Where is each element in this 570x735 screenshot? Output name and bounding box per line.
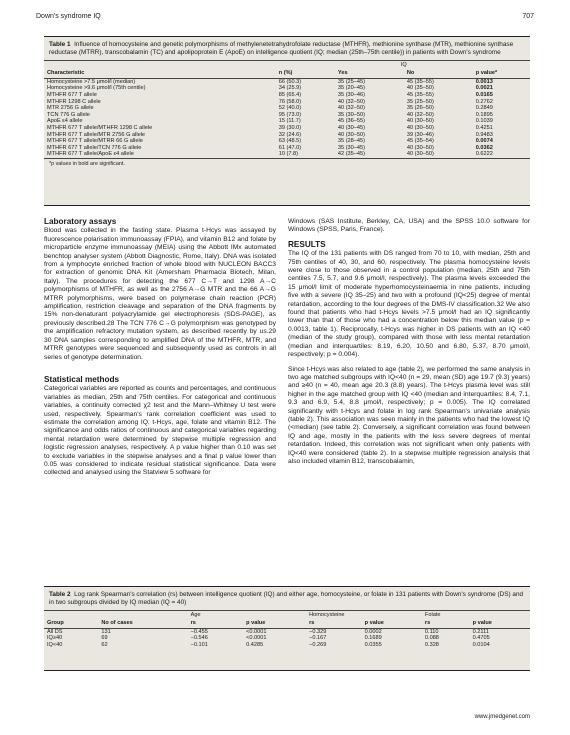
table-1-cell-n: 32 (24.6) — [278, 131, 302, 138]
table-1-column-header: p value* — [475, 70, 498, 77]
table-1-cell-yes: 35 (30–45) — [337, 144, 365, 151]
table-1-cell-n: 52 (40.0) — [278, 105, 302, 112]
table-1-column-header: Characteristic — [47, 70, 85, 77]
table-1-cell-yes: 45 (36–55) — [337, 118, 365, 125]
table-1-cell-c: TCN 776 G allele — [47, 111, 90, 118]
table-1-cell-yes: 40 (30–45) — [337, 124, 365, 131]
table-1-cell-no: 40 (30–50) — [406, 151, 434, 158]
table-row — [44, 628, 530, 635]
table-2-cell: −0.329 — [309, 628, 327, 635]
table-1-cell-yes: 35 (20–45) — [337, 85, 365, 92]
lab-assays-heading: Laboratory assays — [44, 217, 117, 226]
right-column — [288, 218, 530, 472]
table-1-cell-no: 35 (26–50) — [406, 105, 434, 112]
table-1-cell-yes: 40 (30–50) — [337, 131, 365, 138]
table-1-cell-yes: 42 (35–45) — [337, 151, 365, 158]
table-2-cell: −0.455 — [190, 628, 208, 635]
table-2-folate-header: Folate — [424, 611, 441, 618]
table-1-cell-no: 40 (30–50) — [406, 124, 434, 131]
table-2-cell: 0.328 — [424, 641, 439, 648]
table-1-cell-p: 0.6222 — [475, 151, 493, 158]
table-row — [44, 92, 530, 99]
table-1-cell-c: MTHFR 677 T allele/ApoE ε4 allele — [47, 151, 134, 158]
table-2-cell: 0.0355 — [364, 641, 382, 648]
table-2-column-header: p value — [246, 620, 266, 627]
table-1-cell-no: 45 (35–55) — [406, 78, 434, 85]
table-1-cell-c: ApoE ε4 allele — [47, 118, 83, 125]
table-row — [44, 151, 530, 158]
table-1-cell-no: 40 (32–50) — [406, 111, 434, 118]
statistical-methods-text: Categorical variables are reported as counts and percentages, and continuous variables as median, 25th and 75th centiles. For categorical and continuous variables, a continuity corrected χ2 test and the Mann–Whitney U test were used, respectively. Spearman's rank correlation coefficient was used to estimate the correlation among IQ, t-Hcys, age, folate and vitamin B12. The significance and odds ratios of continuous and categorical variables regarding mental retardation were determined by stepwise multiple regression and logistic regression analyses, respectively. A p value higher than 0.10 was set to exclude variables in the stepwise analyses and a final p value lower than 0.05 was considered to indicate residual statistical significance. Data were collected and analysed using the Statview 5 software for — [44, 385, 276, 477]
table-1-label: Table 1 — [49, 41, 71, 48]
table-1-cell-n: 10 (7.8) — [278, 151, 299, 158]
table-row — [44, 118, 530, 125]
table-1-cell-yes: 35 (30–50) — [337, 111, 365, 118]
table-1-cell-no: 45 (35–54) — [406, 138, 434, 145]
table-2-age-header: Age — [190, 611, 201, 618]
table-1-cell-c: MTHFR 677 T allele/MTRR 66 G allele — [47, 138, 143, 145]
running-header — [36, 10, 534, 22]
table-1-cell-c: MTR 2756 G allele — [47, 105, 94, 112]
table-1-cell-p: 0.0165 — [475, 91, 493, 98]
table-1-cell-c: Homocysteine >9.6 μmol/l (75th centile) — [47, 85, 146, 92]
table-2-cell: 0.0002 — [364, 628, 382, 635]
table-2-column-header: rs — [190, 620, 196, 627]
table-2-homocysteine-header: Homocysteine — [309, 611, 345, 618]
table-1-caption-text: Influence of homocysteine and genetic polymorphisms of methylenetetrahydrofolate reductase (MTHFR), methionine synthase (MTR), methionine synthase reductase (MTRR), transcobalamin (TC) and apolipoprotein E (ApoE) on intelligence quotient (IQ; median (25th–75th centile)) in patients with Down's syndrome — [49, 41, 514, 56]
table-2-cell: 0.088 — [424, 635, 439, 642]
table-row — [44, 105, 530, 112]
table-row — [44, 78, 530, 85]
table-2-cell: 0.4285 — [246, 641, 264, 648]
table-1-cell-n: 61 (47.0) — [278, 144, 302, 151]
results-paragraph-1: The IQ of the 131 patients with DS ranged from 70 to 10, with median, 25th and 75th centiles of 40, 30, and 60, respectively. The plasma homocysteine levels were close to those observed in a control population (median, 25th and 75th centiles 7.5, 5.7, and 9.6 μmol/l, respectively). The plasma levels exceeded the 15 μmol/l limit of moderate hyperhomocysteinaemia in nine patients, including five with a severe (IQ 35–25) and two with a profound (IQ<25) degree of mental retardation, according to the four degrees of the DMS-IV classification.32 We also found that patients who had t-Hcys levels >7.5 μmol/l had an IQ significantly lower than that of those who had a concentration below this median value (p = 0.0013, table 1). Reciprocally, t-Hcys was higher in DS patients with an IQ <40 (median of the study group), compared with those with less mental retardation (median and interquartiles: 8.19, 6.20, 10.50 and 6.80, 5.37, 8.70 μmol/l, respectively; p = 0.004). — [288, 250, 530, 359]
table-1-caption — [44, 37, 530, 60]
table-1-cell-c: MTHFR 677 T allele/MTR 2756 G allele — [47, 131, 146, 138]
table-2-cell: IQ<40 — [47, 641, 63, 648]
results-paragraph-2: Since t-Hcys was also related to age (table 2), we performed the same analysis in two age matched subgroups with IQ<40 (n = 29, mean (SD) age 19.7 (9.3) years) and ≥40 (n = 40, mean age 20.3 (8.8) years). The t-Hcys plasma level was still higher in the age matched group with IQ <40 (median and interquartiles: 8.4, 7.1, 9.3 and 6.9, 5.4, 8.8 μmol/l, respectively; p = 0.005). The IQ correlated significantly with t-Hcys and folate in log rank Spearman's univariate analysis (table 2). This association was seen mainly in the patients who had the lowest IQ (<median) (see table 2). Conversely, a significant correlation was found between IQ and age, mostly in the patients with the less severe degrees of mental retardation. Indeed, this correlation was not significant when only patients with IQ<40 were considered (table 2). In a stepwise multiple regression analysis that also included vitamin B12, transcobalamin, — [288, 365, 530, 465]
results-heading: RESULTS — [288, 239, 326, 249]
footer-url[interactable]: www.jmedgenet.com — [474, 714, 530, 720]
table-1-column-header: Yes — [337, 70, 348, 77]
table-row — [44, 125, 530, 132]
table-2-cell: 131 — [101, 628, 111, 635]
table-1-cell-p: 0.0013 — [475, 78, 493, 85]
table-2-cell: <0.0001 — [246, 628, 267, 635]
table-2-cell: 0.1689 — [364, 635, 382, 642]
table-1-cell-c: MTHFR 677 T allele/TCN 776 G allele — [47, 144, 142, 151]
table-1-cell-yes: 35 (28–45) — [337, 138, 365, 145]
table-1-cell-n: 34 (25.9) — [278, 85, 302, 92]
table-1-footnote: *p values in bold are significant. — [44, 158, 530, 170]
table-2-column-header: No of cases — [101, 620, 133, 627]
table-1-cell-p: 0.1895 — [475, 111, 493, 118]
table-row — [44, 85, 530, 92]
table-1-cell-no: 39 (30–46) — [406, 131, 434, 138]
table-row — [44, 132, 530, 139]
table-row — [44, 635, 530, 642]
page-number: 707 — [522, 12, 534, 20]
left-column — [44, 218, 276, 484]
table-2-caption — [44, 587, 530, 610]
table-1-cell-n: 76 (58.0) — [278, 98, 302, 105]
table-2-cell: 62 — [101, 641, 108, 648]
table-1-cell-yes: 40 (32–50) — [337, 105, 365, 112]
table-2-grid — [44, 610, 530, 649]
table-row — [44, 138, 530, 145]
table-1 — [44, 36, 530, 206]
table-row — [44, 642, 530, 649]
table-2-column-header: p value — [472, 620, 492, 627]
table-row — [44, 145, 530, 152]
table-2-cell: All DS — [47, 628, 63, 635]
statistical-methods-heading: Statistical methods — [44, 374, 120, 384]
table-2-cell: 0.0104 — [472, 641, 490, 648]
table-1-cell-no: 40 (30–50) — [406, 144, 434, 151]
table-2-column-header: p value — [364, 620, 384, 627]
table-2-column-header: rs — [309, 620, 315, 627]
table-row — [44, 112, 530, 119]
table-1-cell-yes: 40 (32–50) — [337, 98, 365, 105]
table-1-cell-no: 40 (35–50) — [406, 85, 434, 92]
table-row — [44, 99, 530, 106]
table-1-cell-p: 0.1039 — [475, 118, 493, 125]
lab-assays-text: Blood was collected in the fasting state. Plasma t-Hcys was assayed by fluorescence polarisation immunoassay (FPIA), and vitamin B12 and folate by microparticle enzyme immunoassay (MEIA) using the Abbott IMx automated benchtop analyser system (Abbott Diagnostic, Rome, Italy). DNA was isolated from a lymphocyte enriched fraction of whole blood with NUCLEON BACC3 for extraction of genomic DNA Kit (Amersham Pharmacia Biotech, Milan, Italy). The procedures for detecting the 677 C→T and 1298 A→C polymorphisms of MTHFR, as well as the 2756 A→G MTR and the 66 A→G MTRR polymorphisms, were based on polymerase chain reaction (PCR) amplification, restriction cleavage and separation of the DNA fragments by 15% non-denaturant polyacrylamide gel electrophoresis (SDS-PAGE), as previously described.28 The TCN 776 C→G polymorphism was genotyped by the amplification refractory mutation system, as described recently by us.29 30 DNA samples corresponding to amplified DNA of the MTHFR, MTR, and MTRR genotypes were sequenced and subsequently used as controls in all series of genotype determination. — [44, 227, 276, 361]
table-2-column-header: Group — [47, 620, 64, 627]
table-1-cell-n: 66 (50.3) — [278, 78, 302, 85]
table-1-cell-n: 85 (65.4) — [278, 91, 302, 98]
journal-title: Down's syndrome IQ — [36, 12, 101, 20]
table-2-cell: 0.110 — [424, 628, 439, 635]
table-1-grid — [44, 60, 530, 158]
table-1-cell-n: 15 (11.7) — [278, 118, 301, 125]
table-2-cell: −0.101 — [190, 641, 208, 648]
table-1-cell-c: MTHFR 1298 C allele — [47, 98, 101, 105]
table-2-cell: 0.4705 — [472, 635, 490, 642]
table-1-cell-c: Homocysteine >7.5 μmol/l (median) — [47, 78, 136, 85]
table-1-cell-p: 0.0021 — [475, 85, 493, 92]
table-1-iq-group: IQ — [400, 61, 407, 68]
table-1-cell-p: 0.0074 — [475, 138, 493, 145]
table-1-cell-p: 0.2762 — [475, 98, 493, 105]
table-2-caption-text: Log rank Spearman's correlation (rs) between intelligence quotient (IQ) and either age, homocysteine, or folate in 131 patients with Down's syndrome (DS) and in two subgroups divided by IQ median (IQ = 40) — [49, 591, 524, 606]
table-1-cell-p: 0.2849 — [475, 105, 493, 112]
table-1-cell-yes: 35 (25–45) — [337, 78, 365, 85]
table-1-cell-p: 0.0362 — [475, 144, 493, 151]
table-1-cell-n: 63 (48.5) — [278, 138, 302, 145]
table-2 — [44, 586, 530, 671]
table-2-cell: IQ≥40 — [47, 635, 63, 642]
table-2-cell: −0.546 — [190, 635, 208, 642]
table-2-cell: <0.0001 — [246, 635, 267, 642]
table-2-column-header: rs — [424, 620, 431, 627]
table-1-cell-no: 35 (25–50) — [406, 98, 434, 105]
table-1-cell-p: 0.4251 — [475, 124, 493, 131]
table-1-cell-yes: 35 (30–46) — [337, 91, 365, 98]
table-1-cell-no: 40 (30–50) — [406, 118, 434, 125]
table-1-cell-c: MTHFR 677 T allele/MTHFR 1298 C allele — [47, 124, 153, 131]
table-2-cell: −0.269 — [309, 641, 327, 648]
table-1-cell-n: 39 (30.0) — [278, 124, 302, 131]
table-1-cell-p: 0.9483 — [475, 131, 493, 138]
table-2-label: Table 2 — [49, 591, 71, 598]
table-1-cell-c: MTHFR 677 T allele — [47, 91, 97, 98]
table-2-cell: −0.167 — [309, 635, 327, 642]
table-1-column-header: n (%) — [278, 70, 293, 77]
table-1-cell-no: 45 (35–55) — [406, 91, 434, 98]
table-1-column-header: No — [406, 70, 415, 77]
table-1-cell-n: 95 (73.0) — [278, 111, 302, 118]
table-2-cell: 0.2111 — [472, 628, 489, 635]
software-continuation: Windows (SAS Institute, Berkley, CA, USA) and the SPSS 10.0 software for Windows (SPSS, Paris, France). — [288, 218, 530, 234]
table-2-cell: 69 — [101, 635, 108, 642]
